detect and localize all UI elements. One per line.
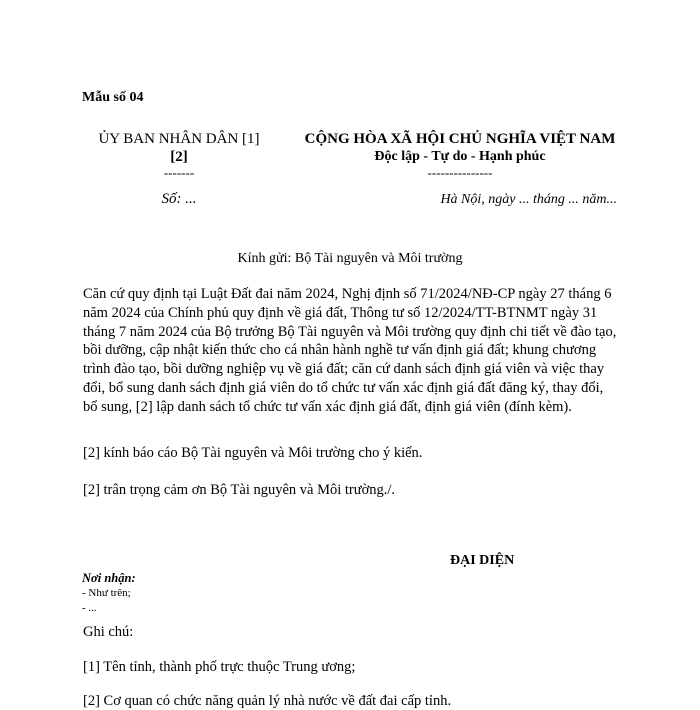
recipient-line: Kính gửi: Bộ Tài nguyên và Môi trường	[237, 251, 463, 266]
national-motto: Độc lập - Tự do - Hạnh phúc	[374, 149, 546, 164]
body-paragraph-1: Căn cứ quy định tại Luật Đất đai năm 2024, Nghị định số 71/2024/NĐ-CP ngày 27 tháng 6 năm 2024 của Chính phủ quy định về giá đất, Thông tư số 12/2024/TT-BTNMT ngày 31 tháng 7 năm 2024 của Bộ trưởng Bộ Tài nguyên và Môi trường quy định chi tiết về đào tạo, bồi dưỡng, cập nhật kiến thức cho cá nhân hành nghề tư vấn định giá đất; khung chương trình đào tạo, bồi dưỡng nghiệp vụ về giá đất; căn cứ danh sách định giá viên và việc thay đổi, bổ sung danh sách định giá viên do tổ chức tư vấn xác định giá đất đăng ký, thay đổi, bổ sung, [2] lập danh sách tổ chức tư vấn xác định giá đất, định giá viên (đính kèm).	[83, 286, 617, 415]
form-number: Mẫu số 04	[82, 90, 144, 105]
note-item-1: [1] Tên tỉnh, thành phố trực thuộc Trung ương;	[83, 659, 356, 675]
receiver-item: - ...	[82, 602, 97, 614]
issuing-agency-block	[84, 130, 274, 208]
agency-name: ỦY BAN NHÂN DÂN [1]	[98, 131, 260, 147]
document-number: Số: ...	[161, 191, 197, 207]
receivers-title: Nơi nhận:	[82, 571, 136, 585]
agency-subunit: [2]	[170, 149, 188, 165]
nation-title: CỘNG HÒA XÃ HỘI CHỦ NGHĨA VIỆT NAM	[304, 131, 616, 147]
national-title-block	[285, 130, 635, 180]
receivers-block	[82, 571, 282, 616]
motto-divider: ---------------	[427, 165, 493, 180]
agency-divider: -------	[163, 165, 195, 180]
signature-title: ĐẠI DIỆN	[450, 553, 515, 568]
body-paragraph-2: [2] kính báo cáo Bộ Tài nguyên và Môi trường cho ý kiến.	[83, 445, 423, 461]
note-item-2: [2] Cơ quan có chức năng quản lý nhà nước về đất đai cấp tỉnh.	[83, 693, 452, 709]
notes-title: Ghi chú:	[83, 624, 134, 640]
receiver-item: - Như trên;	[82, 587, 131, 599]
place-and-date: Hà Nội, ngày ... tháng ... năm...	[440, 192, 617, 207]
body-paragraph-3: [2] trân trọng cảm ơn Bộ Tài nguyên và Môi trường./.	[83, 482, 396, 498]
